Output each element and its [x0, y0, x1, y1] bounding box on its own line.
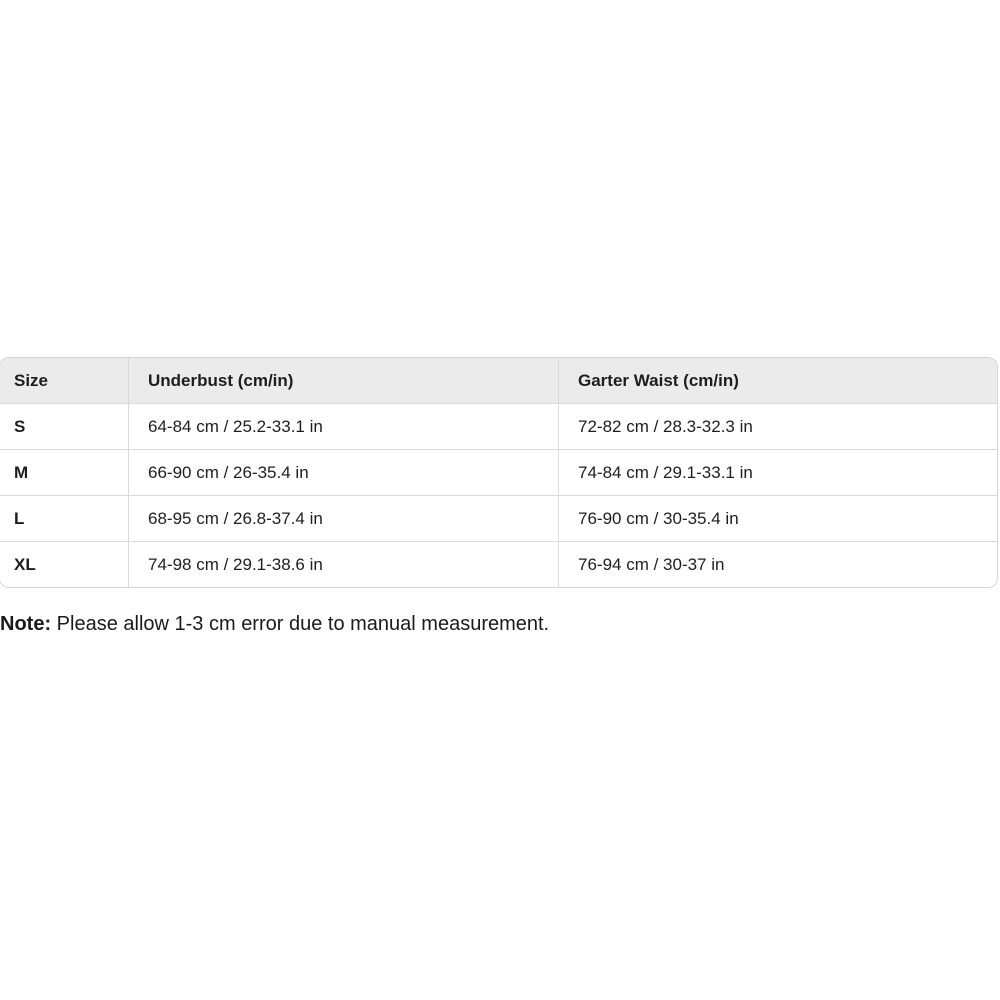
- underbust-cell: 64-84 cm / 25.2-33.1 in: [128, 403, 558, 449]
- column-header-size: Size: [0, 358, 128, 403]
- garter-waist-cell: 76-94 cm / 30-37 in: [558, 541, 997, 587]
- garter-waist-cell: 72-82 cm / 28.3-32.3 in: [558, 403, 997, 449]
- table-row-s: [0, 403, 997, 449]
- table-body: [0, 403, 997, 587]
- underbust-cell: 74-98 cm / 29.1-38.6 in: [128, 541, 558, 587]
- table-row-xl: [0, 541, 997, 587]
- size-chart-table: [0, 357, 998, 588]
- note-label: Note:: [0, 613, 52, 635]
- size-chart: [0, 358, 997, 587]
- underbust-cell: 66-90 cm / 26-35.4 in: [128, 449, 558, 495]
- garter-waist-cell: 76-90 cm / 30-35.4 in: [558, 495, 997, 541]
- header-row: [0, 358, 997, 403]
- underbust-cell: 68-95 cm / 26.8-37.4 in: [128, 495, 558, 541]
- table-row-m: [0, 449, 997, 495]
- size-cell: L: [0, 495, 128, 541]
- column-header-underbust: Underbust (cm/in): [128, 358, 558, 403]
- table-row-l: [0, 495, 997, 541]
- size-cell: XL: [0, 541, 128, 587]
- size-cell: S: [0, 403, 128, 449]
- column-header-garter-waist: Garter Waist (cm/in): [558, 358, 997, 403]
- note-text: Please allow 1-3 cm error due to manual measurement.: [51, 613, 550, 635]
- measurement-note: [0, 610, 990, 638]
- garter-waist-cell: 74-84 cm / 29.1-33.1 in: [558, 449, 997, 495]
- size-cell: M: [0, 449, 128, 495]
- table-header: [0, 358, 997, 403]
